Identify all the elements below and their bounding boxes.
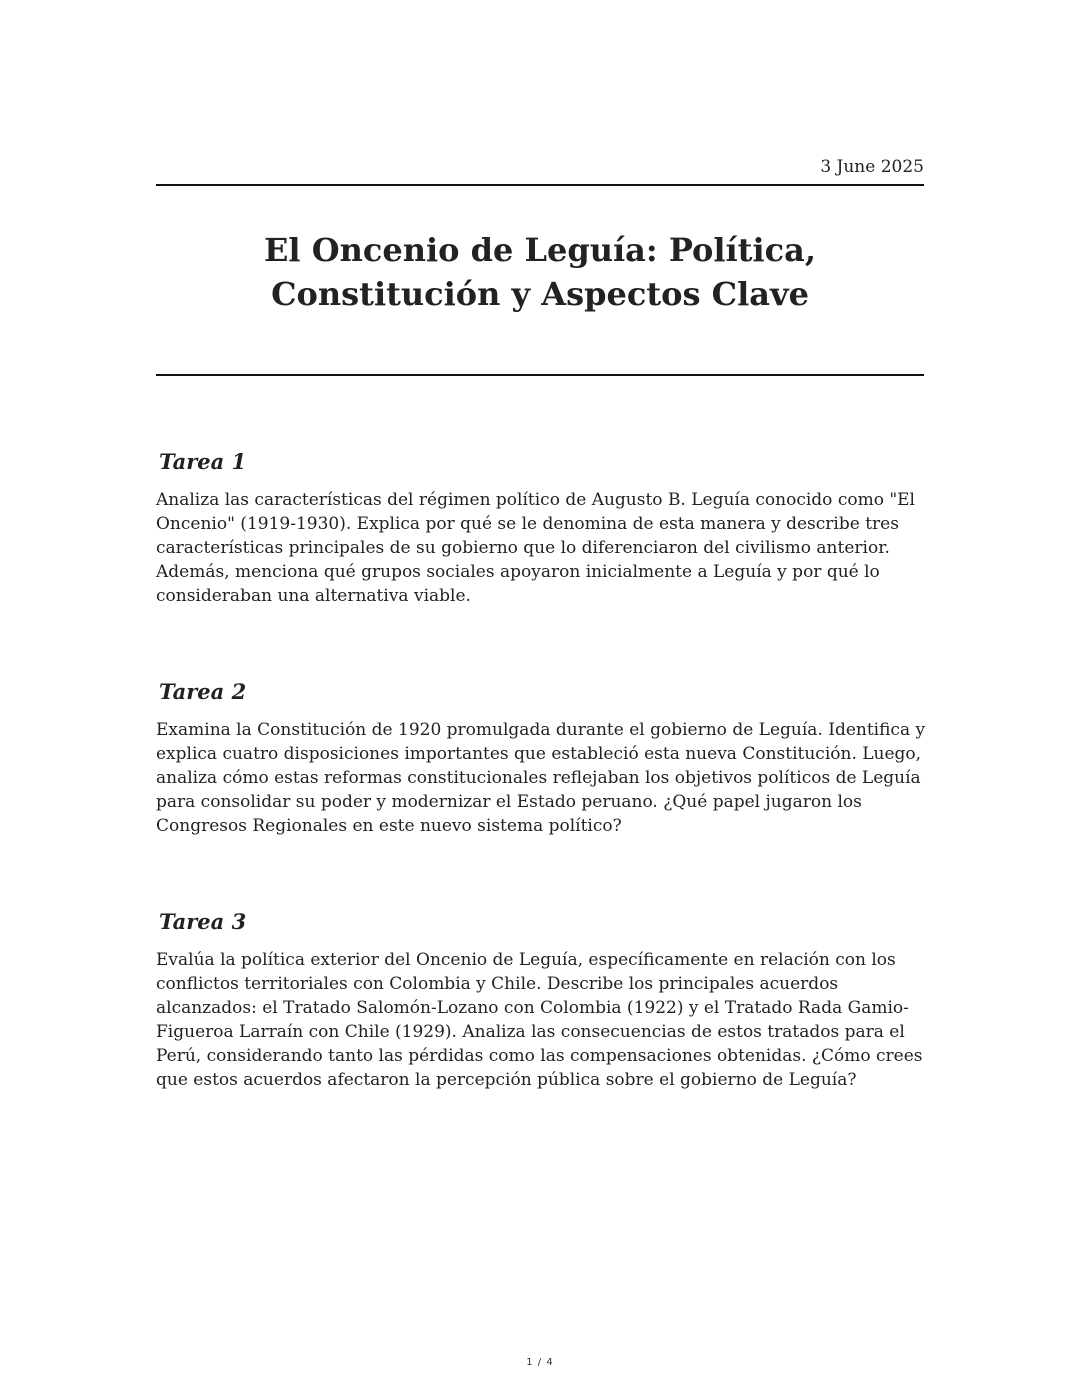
page-number: 1 / 4 xyxy=(526,1357,554,1368)
task-2-body: Examina la Constitución de 1920 promulgada durante el gobierno de Leguía. Identifica y explica cuatro disposiciones importantes que estableció esta nueva Constitución. Luego, analiza cómo estas reformas constitucionales reflejaban los objetivos políticos de Leguía para consolidar su poder y modernizar el Estado peruano. ¿Qué papel jugaron los Congresos Regionales en este nuevo sistema político? xyxy=(156,720,926,836)
task-2-heading: Tarea 2 xyxy=(159,679,247,704)
header-divider xyxy=(156,184,924,186)
task-1-body: Analiza las características del régimen político de Augusto B. Leguía conocido como "El Oncenio" (1919-1930). Explica por qué se le denomina de esta manera y describe tres características principales de su gobierno que lo diferenciaron del civilismo anterior. Además, menciona qué grupos sociales apoyaron inicialmente a Leguía y por qué lo consideraban una alternativa viable. xyxy=(156,490,915,606)
task-3-body: Evalúa la política exterior del Oncenio de Leguía, específicamente en relación con los conflictos territoriales con Colombia y Chile. Describe los principales acuerdos alcanzados: el Tratado Salomón-Lozano con Colombia (1922) y el Tratado Rada Gamio-Figueroa Larraín con Chile (1929). Analiza las consecuencias de estos tratados para el Perú, considerando tanto las pérdidas como las compensaciones obtenidas. ¿Cómo crees que estos acuerdos afectaron la percepción pública sobre el gobierno de Leguía? xyxy=(156,950,923,1090)
task-1-heading: Tarea 1 xyxy=(159,449,247,474)
document-title: El Oncenio de Leguía: Política, Constitución y Aspectos Clave xyxy=(264,231,816,313)
document-date: 3 June 2025 xyxy=(820,157,924,177)
title-divider xyxy=(156,374,924,376)
task-3-heading: Tarea 3 xyxy=(159,909,247,934)
